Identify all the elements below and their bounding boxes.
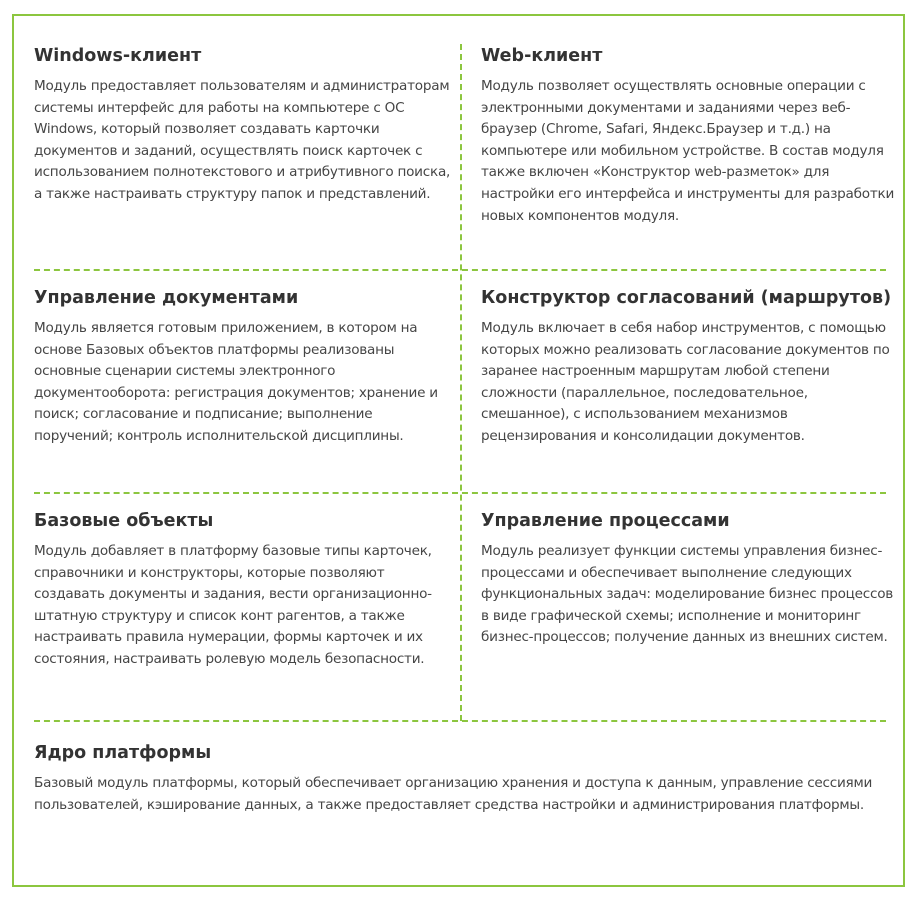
module-description: Модуль включает в себя набор инструментов, с помощью которых можно реализовать согласование документов по заранее настроенным маршрутам любой степени сложности (параллельное, последовательное, смешанное), с использованием механизмов рецензирования и консолидации документов. [481,320,890,444]
horizontal-divider-2 [34,492,886,494]
module-description: Модуль позволяет осуществлять основные операции с электронными документами и заданиями через веб-браузер (Chrome, Safari, Яндекс.Браузер и т.д.) на компьютере или мобильном устройстве. В состав модуля также включен «Конструктор web-разметок» для настройки его интерфейса и инструменты для разработки новых компонентов модуля. [481,78,895,224]
module-title: Управление документами [34,288,299,308]
module-title: Конструктор согласований (маршрутов) [481,288,892,308]
module-platform-core [34,742,894,816]
horizontal-divider-3 [34,720,886,722]
horizontal-divider-1 [34,269,886,271]
module-description: Модуль является готовым приложением, в котором на основе Базовых объектов платформы реализованы основные сценарии системы электронного документооборота: регистрация документов; хранение и поиск; согласование и подписание; выполнение поручений; контроль исполнительской дисциплины. [34,320,438,444]
module-title: Ядро платформы [34,743,212,763]
module-web-client [481,45,896,227]
module-base-objects [34,510,452,671]
module-title: Базовые объекты [34,511,214,531]
module-description: Модуль добавляет в платформу базовые типы карточек, справочники и конструкторы, которые позволяют создавать документы и задания, вести организационно-штатную структуру и список конт рагентов, а также настраивать правила нумерации, формы карточек и их состояния, настраивать ролевую модель безопасности. [34,543,432,667]
module-windows-client [34,45,452,206]
module-title: Windows-клиент [34,46,202,66]
module-description: Модуль реализует функции системы управления бизнес-процессами и обеспечивает выполнение следующих функциональных задач: моделирование бизнес процессов в виде графической схемы; исполнение и мониторинг бизнес-процессов; получение данных из внешних систем. [481,543,894,646]
module-title: Web-клиент [481,46,603,66]
module-description: Модуль предоставляет пользователям и администраторам системы интерфейс для работы на компьютере с ОС Windows, который позволяет создавать карточки документов и заданий, осуществлять поиск карточек с использованием полнотекстового и атрибутивного поиска, а также настраивать структуру папок и представлений. [34,78,451,202]
module-approval-constructor [481,287,896,448]
module-description: Базовый модуль платформы, который обеспечивает организацию хранения и доступа к данным, управление сессиями пользователей, кэширование данных, а также предоставляет средства настройки и администрирования платформы. [34,775,873,813]
module-process-management [481,510,896,649]
module-title: Управление процессами [481,511,730,531]
vertical-divider [460,44,462,721]
module-document-management [34,287,452,448]
